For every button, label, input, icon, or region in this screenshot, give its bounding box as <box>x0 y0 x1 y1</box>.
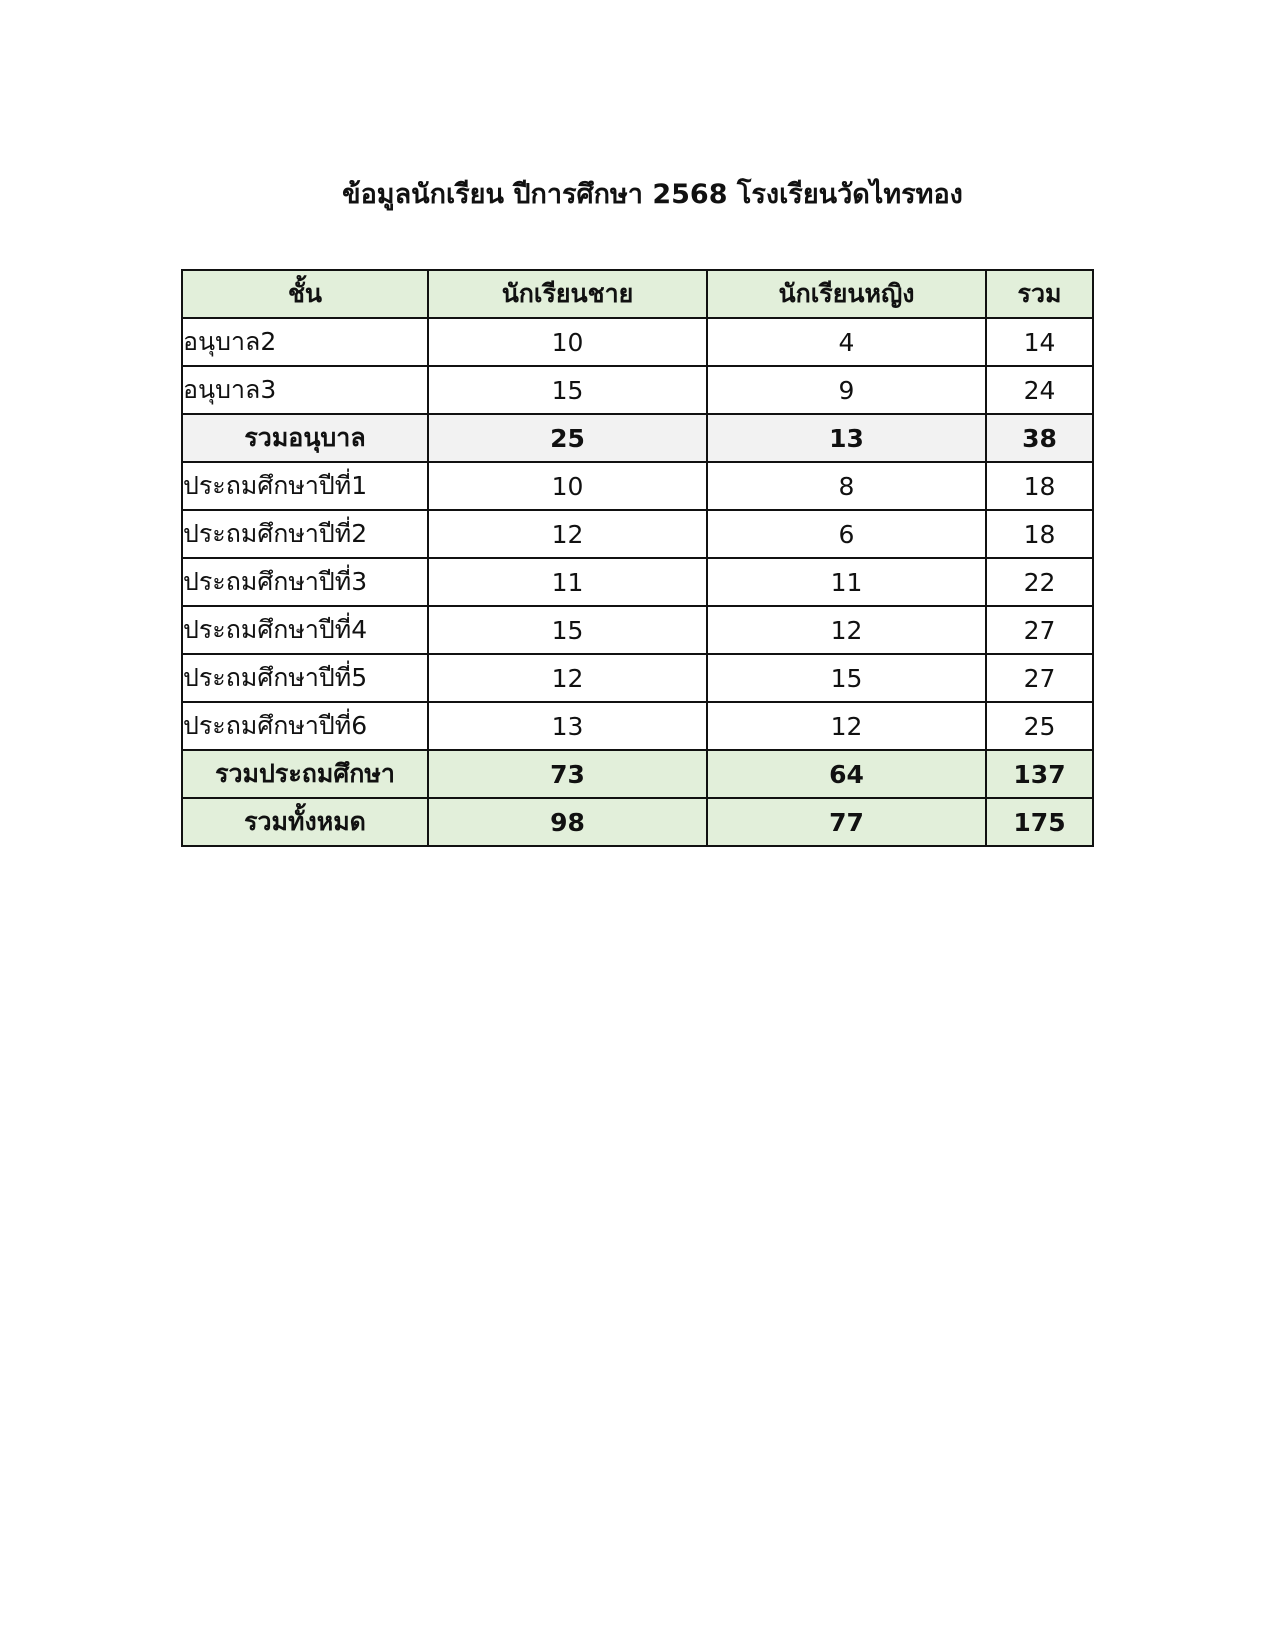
total-cell: 18 <box>986 510 1093 558</box>
header-boys: นักเรียนชาย <box>428 270 707 318</box>
girls-cell: 77 <box>707 798 986 846</box>
grade-cell: รวมทั้งหมด <box>182 798 428 846</box>
girls-cell: 6 <box>707 510 986 558</box>
boys-cell: 15 <box>428 606 707 654</box>
page-title: ข้อมูลนักเรียน ปีการศึกษา 2568 โรงเรียนวัดไทรทอง <box>342 179 963 210</box>
grade-cell: ประถมศึกษาปีที่5 <box>182 654 428 702</box>
total-cell: 25 <box>986 702 1093 750</box>
grade-cell: รวมประถมศึกษา <box>182 750 428 798</box>
boys-cell: 25 <box>428 414 707 462</box>
grade-cell: ประถมศึกษาปีที่2 <box>182 510 428 558</box>
boys-cell: 12 <box>428 654 707 702</box>
grand-total-row <box>182 798 1093 846</box>
boys-cell: 13 <box>428 702 707 750</box>
table-row <box>182 366 1093 414</box>
table-row <box>182 510 1093 558</box>
grade-cell: อนุบาล2 <box>182 318 428 366</box>
header-total: รวม <box>986 270 1093 318</box>
boys-cell: 73 <box>428 750 707 798</box>
total-cell: 24 <box>986 366 1093 414</box>
table-row <box>182 702 1093 750</box>
boys-cell: 11 <box>428 558 707 606</box>
boys-cell: 98 <box>428 798 707 846</box>
header-girls: นักเรียนหญิง <box>707 270 986 318</box>
table-row <box>182 318 1093 366</box>
girls-cell: 11 <box>707 558 986 606</box>
boys-cell: 10 <box>428 462 707 510</box>
girls-cell: 12 <box>707 606 986 654</box>
girls-cell: 4 <box>707 318 986 366</box>
boys-cell: 10 <box>428 318 707 366</box>
girls-cell: 9 <box>707 366 986 414</box>
total-cell: 18 <box>986 462 1093 510</box>
student-data-table <box>181 269 1094 847</box>
girls-cell: 8 <box>707 462 986 510</box>
table-row <box>182 558 1093 606</box>
total-cell: 27 <box>986 606 1093 654</box>
girls-cell: 64 <box>707 750 986 798</box>
grade-cell: ประถมศึกษาปีที่4 <box>182 606 428 654</box>
kindergarten-total-row <box>182 414 1093 462</box>
table-row <box>182 654 1093 702</box>
header-grade: ชั้น <box>182 270 428 318</box>
table-header-row <box>182 270 1093 318</box>
girls-cell: 15 <box>707 654 986 702</box>
total-cell: 137 <box>986 750 1093 798</box>
grade-cell: ประถมศึกษาปีที่6 <box>182 702 428 750</box>
total-cell: 175 <box>986 798 1093 846</box>
table-header <box>182 270 1093 318</box>
grade-cell: อนุบาล3 <box>182 366 428 414</box>
grade-cell: ประถมศึกษาปีที่1 <box>182 462 428 510</box>
girls-cell: 13 <box>707 414 986 462</box>
girls-cell: 12 <box>707 702 986 750</box>
grade-cell: ประถมศึกษาปีที่3 <box>182 558 428 606</box>
boys-cell: 12 <box>428 510 707 558</box>
table-row <box>182 462 1093 510</box>
grade-cell: รวมอนุบาล <box>182 414 428 462</box>
boys-cell: 15 <box>428 366 707 414</box>
total-cell: 38 <box>986 414 1093 462</box>
total-cell: 22 <box>986 558 1093 606</box>
primary-total-row <box>182 750 1093 798</box>
total-cell: 27 <box>986 654 1093 702</box>
table-row <box>182 606 1093 654</box>
total-cell: 14 <box>986 318 1093 366</box>
